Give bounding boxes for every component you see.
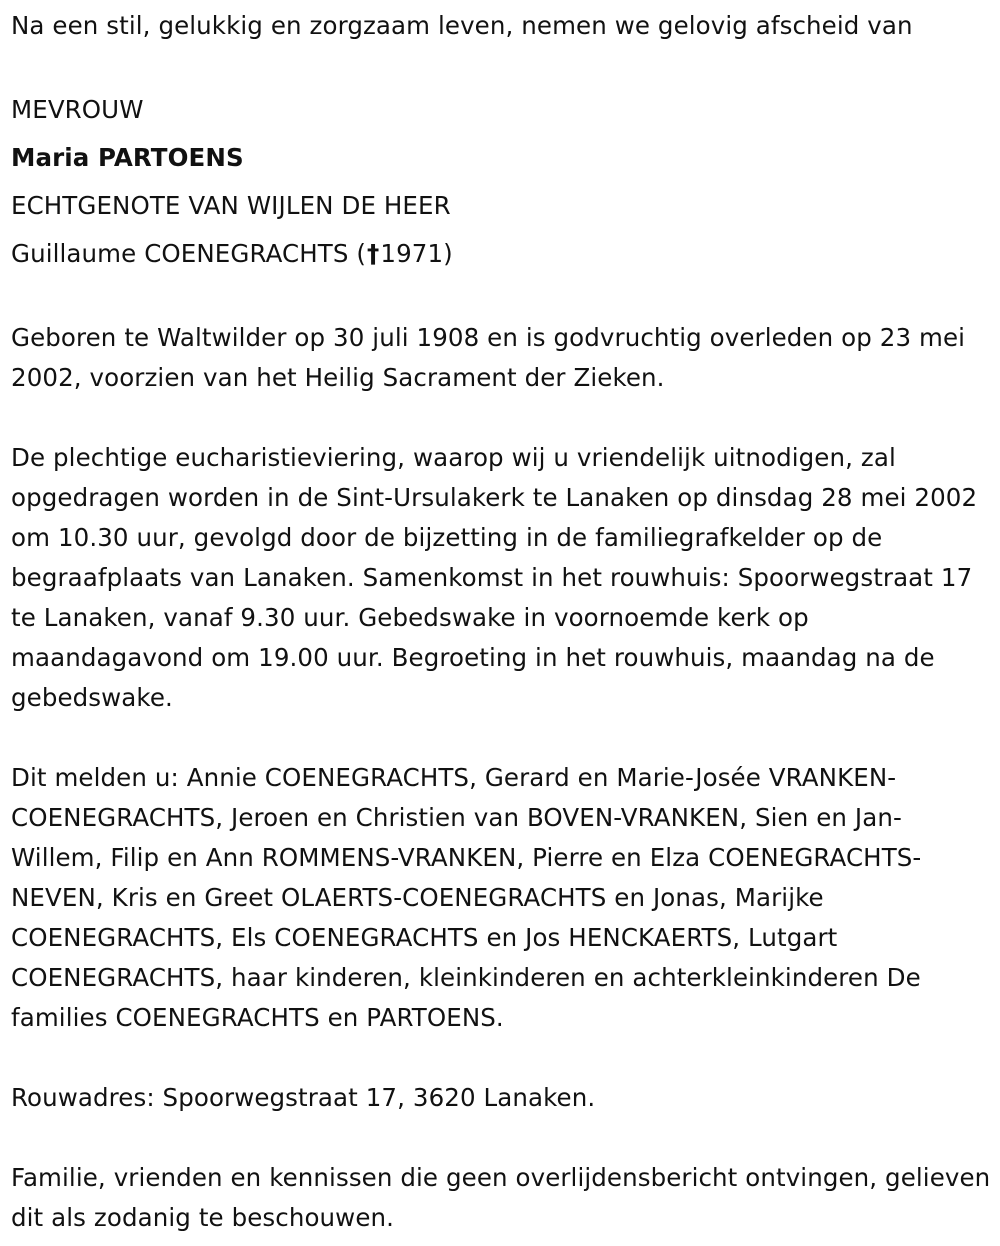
family-paragraph: Dit melden u: Annie COENEGRACHTS, Gerard en Marie-Josée VRANKEN-COENEGRACHTS, Jeroen en Christien van BOVEN-VRANKEN, Sien en Jan-Willem, Filip en Ann ROMMENS-VRANKEN, Pierre en Elza COENEGRACHTS-NEVEN, Kris en Greet OLAERTS-COENEGRACHTS en Jonas, Marijke COENEGRACHTS, Els COENEGRACHTS en Jos HENCKAERTS, Lutgart COENEGRACHTS, haar kinderen, kleinkinderen en achterkleinkinderen De families COENEGRACHTS en PARTOENS. bbox=[11, 763, 922, 1032]
spouse-death-year: 1971) bbox=[380, 239, 453, 268]
intro-text: Na een stil, gelukkig en zorgzaam leven, nemen we gelovig afscheid van bbox=[11, 11, 913, 40]
spouse-name: Guillaume COENEGRACHTS ( bbox=[11, 239, 367, 268]
deceased-name: Maria PARTOENS bbox=[11, 143, 244, 172]
closing-paragraph: Familie, vrienden en kennissen die geen overlijdensbericht ontvingen, gelieven dit als zodanig te beschouwen. bbox=[11, 1163, 991, 1232]
spouse-label: ECHTGENOTE VAN WIJLEN DE HEER bbox=[11, 191, 451, 220]
death-notice bbox=[11, 6, 991, 1238]
address-paragraph: Rouwadres: Spoorwegstraat 17, 3620 Lanaken. bbox=[11, 1083, 596, 1112]
cross-icon: † bbox=[367, 239, 380, 268]
spouse-line bbox=[11, 230, 991, 278]
honorific: MEVROUW bbox=[11, 95, 144, 124]
ceremony-paragraph: De plechtige eucharistieviering, waarop wij u vriendelijk uitnodigen, zal opgedragen worden in de Sint-Ursulakerk te Lanaken op dinsdag 28 mei 2002 om 10.30 uur, gevolgd door de bijzetting in de familiegrafkelder op de begraafplaats van Lanaken. Samenkomst in het rouwhuis: Spoorwegstraat 17 te Lanaken, vanaf 9.30 uur. Gebedswake in voornoemde kerk op maandagavond om 19.00 uur. Begroeting in het rouwhuis, maandag na de gebedswake. bbox=[11, 443, 978, 712]
birth-death-paragraph: Geboren te Waltwilder op 30 juli 1908 en is godvruchtig overleden op 23 mei 2002, voorzien van het Heilig Sacrament der Zieken. bbox=[11, 323, 966, 392]
